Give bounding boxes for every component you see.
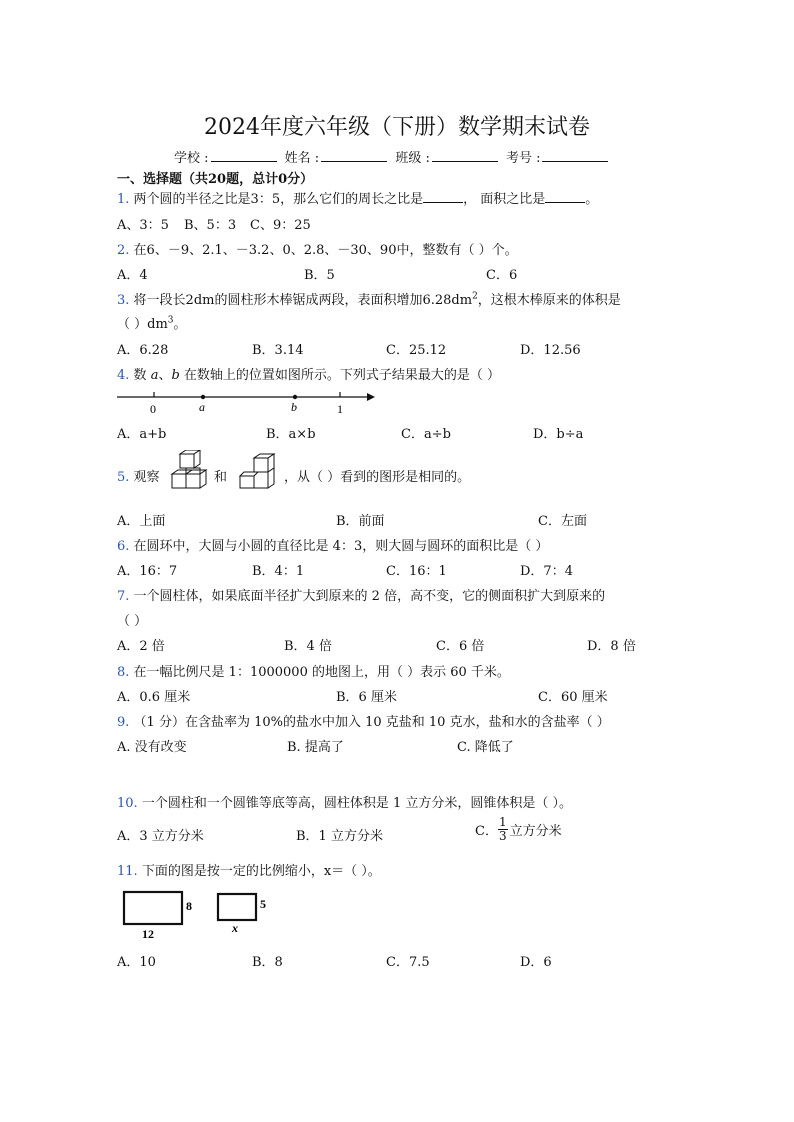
small-width-label: x	[232, 921, 238, 935]
question-number: 10.	[117, 796, 138, 811]
option-b[interactable]: B．1 立方分米	[296, 829, 383, 844]
option-b[interactable]: B．6 厘米	[336, 690, 397, 705]
fraction-denominator: 3	[498, 829, 507, 843]
question-text: 两个圆的半径之比是3：5，那么它们的周长之比是	[133, 192, 424, 207]
large-height-label: 8	[186, 899, 192, 913]
question-10	[117, 792, 572, 811]
question-text: 。	[173, 317, 187, 332]
option-b[interactable]: B．5	[304, 268, 335, 283]
fraction-numerator: 1	[498, 815, 507, 829]
question-text: 在圆环中，大圆与小圆的直径比是 4：3，则大圆与圆环的面积比是（ ）	[133, 539, 549, 554]
option-a[interactable]: A．16：7	[117, 564, 178, 579]
question-5-prefix	[117, 466, 160, 485]
option-a[interactable]: A. 没有改变	[117, 740, 187, 755]
point-label-b: b	[291, 400, 297, 414]
question-text: 一个圆柱和一个圆锥等底等高，圆柱体积是 1 立方分米，圆锥体积是（ ）。	[141, 796, 572, 811]
option-c[interactable]: C．60 厘米	[538, 690, 608, 705]
option-b[interactable]: B．8	[252, 955, 283, 970]
cube-figure-1	[166, 450, 212, 496]
number-line-figure	[115, 388, 377, 416]
option-b[interactable]: B．3.14	[252, 343, 304, 358]
option-a[interactable]: A、3：5	[117, 218, 169, 233]
question-number: 6.	[117, 539, 130, 554]
variable-a: a	[150, 368, 159, 383]
question-5-suffix: ，从（ ）看到的图形是相同的。	[284, 470, 471, 485]
question-number: 11.	[117, 864, 138, 879]
section-heading: 一、选择题（共20题，总计0分）	[117, 172, 314, 187]
option-c[interactable]: C．16：1	[386, 564, 447, 579]
option-c[interactable]: C．6	[486, 268, 518, 283]
answer-blank[interactable]	[423, 190, 463, 203]
question-text: 一个圆柱体，如果底面半径扩大到原来的 2 倍，高不变，它的侧面积扩大到原来的	[133, 589, 606, 604]
question-11	[117, 860, 381, 879]
question-number: 7.	[117, 589, 130, 604]
fraction-one-third	[498, 816, 508, 843]
question-number: 5.	[117, 470, 130, 485]
school-blank[interactable]	[211, 149, 277, 162]
question-9	[117, 711, 610, 730]
question-text: 数	[133, 368, 151, 383]
student-info-line	[174, 147, 612, 166]
name-label: 姓名 :	[284, 151, 320, 166]
question-number: 9.	[117, 715, 130, 730]
option-c[interactable]: C. 降低了	[457, 740, 514, 755]
option-a[interactable]: A．4	[117, 268, 148, 283]
option-b[interactable]: B. 提高了	[287, 740, 344, 755]
option-b[interactable]: B．a×b	[266, 427, 316, 442]
question-text: （1 分）在含盐率为 10%的盐水中加入 10 克盐和 10 克水，盐和水的含盐率（ ）	[133, 715, 610, 730]
class-blank[interactable]	[432, 149, 498, 162]
question-number: 4.	[117, 368, 130, 383]
option-a[interactable]: A．上面	[117, 514, 166, 529]
question-number: 3.	[117, 293, 130, 308]
class-label: 班级 :	[395, 151, 430, 166]
option-d[interactable]: D．6	[520, 955, 552, 970]
question-6	[117, 535, 548, 554]
school-label: 学校 :	[174, 151, 209, 166]
arrow-icon	[367, 393, 375, 401]
option-d[interactable]: D．7：4	[520, 564, 573, 579]
question-8	[117, 661, 510, 680]
option-a[interactable]: A．10	[117, 955, 156, 970]
answer-blank[interactable]	[545, 190, 585, 203]
option-c[interactable]: C．a÷b	[401, 427, 451, 442]
option-a[interactable]: A．3 立方分米	[117, 829, 204, 844]
option-c[interactable]: C．6 倍	[436, 639, 485, 654]
small-height-label: 5	[260, 897, 266, 911]
option-a[interactable]: A．0.6 厘米	[117, 690, 191, 705]
option-b[interactable]: B．前面	[336, 514, 385, 529]
option-a[interactable]: A．2 倍	[117, 639, 165, 654]
question-4	[117, 364, 500, 383]
question-text: 在6、－9、2.1、－3.2、0、2.8、－30、90中，整数有（ ）个。	[133, 243, 518, 258]
superscript: 3	[167, 315, 174, 326]
option-letter: C．	[475, 824, 498, 839]
option-text: 立方分米	[509, 824, 562, 839]
question-7-line2: （ ）	[117, 614, 148, 629]
tick-label-zero: 0	[150, 402, 156, 416]
question-3	[117, 289, 621, 308]
question-7	[117, 585, 605, 604]
question-text: 在数轴上的位置如图所示。下列式子结果最大的是（ ）	[179, 368, 501, 383]
superscript: 2	[472, 291, 478, 302]
option-c[interactable]	[475, 816, 562, 843]
question-3-line2	[117, 313, 187, 332]
question-2	[117, 239, 518, 258]
option-d[interactable]: D．b÷a	[533, 427, 584, 442]
option-b[interactable]: B．4 倍	[284, 639, 332, 654]
question-text: 、	[158, 368, 172, 383]
option-a[interactable]: A．a+b	[117, 427, 167, 442]
question-number: 8.	[117, 665, 130, 680]
question-text: 在一幅比例尺是 1：1000000 的地图上，用（ ）表示 60 千米。	[133, 665, 510, 680]
point-label-a: a	[199, 400, 205, 414]
option-c[interactable]: C．左面	[538, 514, 587, 529]
large-width-label: 12	[142, 927, 154, 941]
name-blank[interactable]	[321, 149, 387, 162]
option-c[interactable]: C、9：25	[250, 218, 311, 233]
option-c[interactable]: C．25.12	[386, 343, 447, 358]
question-text: 观察	[133, 470, 160, 485]
option-d[interactable]: D．8 倍	[587, 639, 636, 654]
question-number: 2.	[117, 243, 130, 258]
exam-no-blank[interactable]	[542, 149, 608, 162]
option-a[interactable]: A．6.28	[117, 343, 169, 358]
question-text: 将一段长2dm的圆柱形木棒锯成两段，表面积增加6.28dm	[133, 293, 473, 308]
question-5-mid: 和	[214, 470, 228, 485]
question-text: ，这根木棒原来的体积是	[477, 293, 621, 308]
exam-no-label: 考号 :	[505, 151, 541, 166]
question-number: 1.	[117, 192, 130, 207]
option-d[interactable]: D．12.56	[520, 343, 581, 358]
question-text: 下面的图是按一定的比例缩小，x＝（ ）。	[141, 864, 381, 879]
question-text: 。	[585, 192, 599, 207]
cube-figure-2	[236, 452, 282, 498]
variable-b: b	[171, 368, 180, 383]
rectangle-scale-figure	[118, 886, 278, 942]
option-b[interactable]: B、5：3	[184, 218, 237, 233]
option-b[interactable]: B．4：1	[252, 564, 305, 579]
large-rectangle	[124, 892, 182, 924]
page-title: 2024年度六年级（下册）数学期末试卷	[204, 115, 590, 140]
option-c[interactable]: C．7.5	[386, 955, 430, 970]
question-1	[117, 188, 598, 207]
question-text: （ ）dm	[117, 317, 168, 332]
tick-label-one: 1	[337, 402, 343, 416]
small-rectangle	[218, 894, 256, 920]
question-text: ， 面积之比是	[463, 192, 546, 207]
